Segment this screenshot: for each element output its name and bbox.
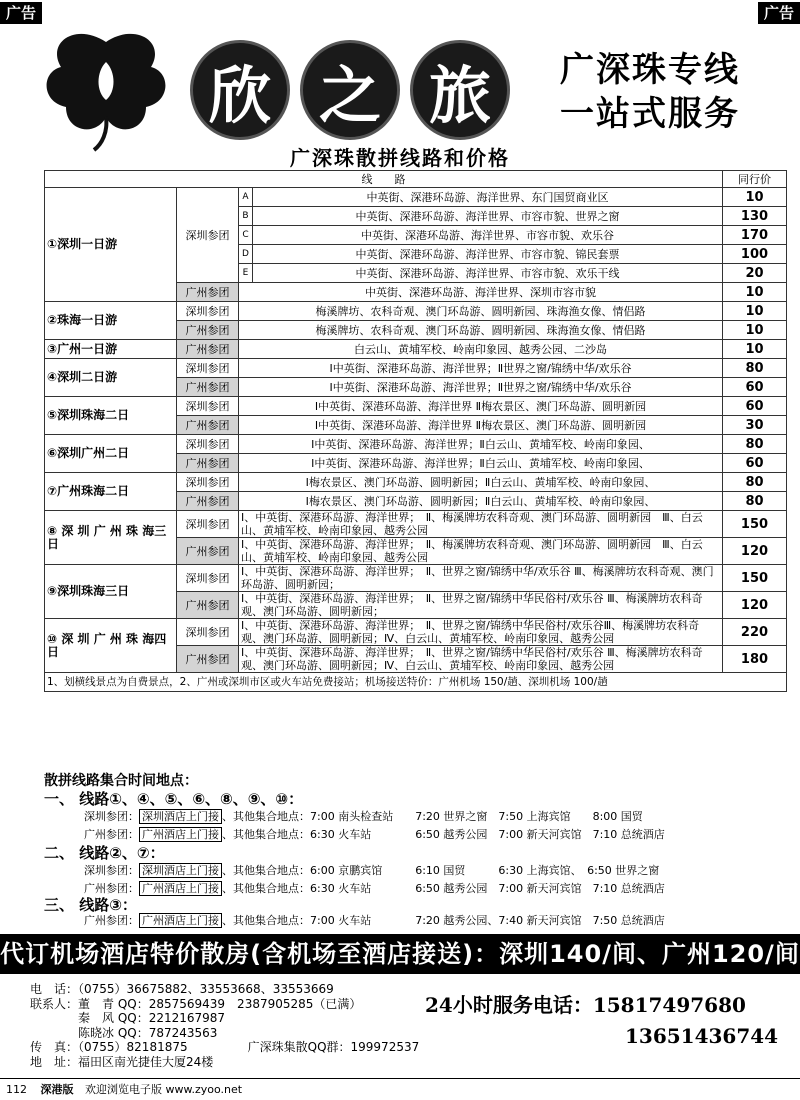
price-cell: 60 xyxy=(723,378,787,397)
group-label: 广州参团 xyxy=(177,378,239,397)
table-header xyxy=(45,171,787,188)
page-footer xyxy=(0,1078,800,1100)
hotline-number-1: 15817497680 xyxy=(592,993,746,1017)
schedule-row xyxy=(84,880,665,898)
route-name: ⑤深圳珠海二日 xyxy=(45,397,177,435)
route-cell: Ⅰ中英街、深港环岛游、海洋世界；Ⅱ世界之窗/锦绣中华/欢乐谷 xyxy=(239,359,723,378)
route-cell: Ⅰ、中英街、深港环岛游、海洋世界； Ⅱ、世界之窗/锦绣中华民俗村/欢乐谷 Ⅲ、梅溪牌坊农科奇观、澳门环岛游、圆明新园； xyxy=(239,592,723,619)
sub-label: D xyxy=(239,245,253,264)
group-label: 深圳参团 xyxy=(177,435,239,454)
group-label: 广州参团 xyxy=(177,340,239,359)
price-cell: 60 xyxy=(723,397,787,416)
pickup-box: 广州酒店上门接 xyxy=(139,913,222,928)
pickup-box: 深圳酒店上门接 xyxy=(139,863,222,878)
table-row xyxy=(45,511,787,538)
route-name: ⑥深圳广州二日 xyxy=(45,435,177,473)
flower-logo-icon xyxy=(36,22,176,152)
sub-label: E xyxy=(239,264,253,283)
price-cell: 80 xyxy=(723,359,787,378)
contact-fax-line xyxy=(30,1040,419,1055)
schedule-line-1: 一、 线路①、④、⑤、⑥、⑧、⑨、⑩： xyxy=(44,790,304,808)
header-route: 线 路 xyxy=(45,171,723,188)
group-label: 深圳参团 xyxy=(177,188,239,283)
price-cell: 100 xyxy=(723,245,787,264)
brand-logo xyxy=(190,40,510,140)
route-cell: 中英街、深港环岛游、海洋世界、市容市貌、欢乐干线 xyxy=(253,264,723,283)
price-cell: 10 xyxy=(723,321,787,340)
slogan-line-2: 一站式服务 xyxy=(560,94,740,134)
group-label: 广州参团 xyxy=(177,492,239,511)
price-cell: 80 xyxy=(723,435,787,454)
route-cell: Ⅰ、中英街、深港环岛游、海洋世界； Ⅱ、梅溪牌坊农科奇观、澳门环岛游、圆明新园 Ⅲ、白云山、黄埔军校、岭南印象园、越秀公园 xyxy=(239,511,723,538)
sub-label: C xyxy=(239,226,253,245)
contact-address: 地 址：福田区南光捷佳大厦24楼 xyxy=(30,1054,214,1069)
table-footnote-row xyxy=(45,673,787,692)
table-row xyxy=(45,340,787,359)
schedule xyxy=(44,790,794,930)
route-name: ⑦广州珠海二日 xyxy=(45,473,177,511)
group-label: 深圳参团： xyxy=(84,864,139,877)
meeting-points: 、其他集合地点：6:30 火车站 6:50 越秀公园 7:00 新天河宾馆 7:10 总统酒店 xyxy=(222,882,665,895)
route-cell: Ⅰ中英街、深港环岛游、海洋世界 Ⅱ梅农景区、澳门环岛游、圆明新园 xyxy=(239,416,723,435)
price-cell: 120 xyxy=(723,592,787,619)
hotline xyxy=(425,990,778,1052)
price-cell: 170 xyxy=(723,226,787,245)
promo-banner: 代订机场酒店特价散房(含机场至酒店接送)：深圳140/间、广州120/间 xyxy=(0,934,800,974)
price-cell: 10 xyxy=(723,302,787,321)
route-name: ①深圳一日游 xyxy=(45,188,177,302)
group-label: 广州参团 xyxy=(177,454,239,473)
group-label: 广州参团： xyxy=(84,828,139,841)
route-cell: Ⅰ、中英街、深港环岛游、海洋世界； Ⅱ、世界之窗/锦绣中华民俗村/欢乐谷Ⅲ、梅溪牌坊农科奇观、澳门环岛游、圆明新园；Ⅳ、白云山、黄埔军校、岭南印象园、越秀公园 xyxy=(239,619,723,646)
schedule-row xyxy=(84,862,659,880)
group-label: 广州参团 xyxy=(177,538,239,565)
group-label: 深圳参团 xyxy=(177,619,239,646)
table-footnote: 1、划横线景点为自费景点，2、广州或深圳市区或火车站免费接站；机场接送特价：广州机场 150/趟、深圳机场 100/趟 xyxy=(45,673,787,692)
price-cell: 80 xyxy=(723,473,787,492)
route-cell: Ⅰ、中英街、深港环岛游、海洋世界； Ⅱ、梅溪牌坊农科奇观、澳门环岛游、圆明新园 Ⅲ、白云山、黄埔军校、岭南印象园、越秀公园 xyxy=(239,538,723,565)
slogan xyxy=(560,48,740,136)
route-cell: Ⅰ梅农景区、澳门环岛游、圆明新园；Ⅱ白云山、黄埔军校、岭南印象园、 xyxy=(239,473,723,492)
route-name: ④深圳二日游 xyxy=(45,359,177,397)
group-label: 深圳参团 xyxy=(177,302,239,321)
meeting-points: 、其他集合地点：7:00 南头检查站 7:20 世界之窗 7:50 上海宾馆 8:00 国贸 xyxy=(222,810,643,823)
price-cell: 10 xyxy=(723,283,787,302)
contact-phone: 电 话：（0755）36675882、33553668、33553669 xyxy=(30,982,334,996)
route-cell: 梅溪牌坊、农科奇观、澳门环岛游、圆明新园、珠海渔女像、情侣路 xyxy=(239,321,723,340)
schedule-row xyxy=(84,808,643,826)
contact-fax: 传 真：（0755）82181875 xyxy=(30,1040,188,1054)
schedule-line-2: 二、 线路②、⑦： xyxy=(44,844,165,862)
group-label: 深圳参团 xyxy=(177,473,239,492)
website-text: 欢迎浏览电子版 www.zyoo.net xyxy=(85,1083,243,1096)
contact-person: 秦 风 QQ：2212167987 xyxy=(30,1011,226,1025)
contact-person: 联系人：董 青 QQ：2857569439 2387905285（已满） xyxy=(30,996,362,1011)
group-label: 广州参团 xyxy=(177,416,239,435)
brand-char-1: 欣 xyxy=(190,40,290,140)
price-cell: 60 xyxy=(723,454,787,473)
table-row xyxy=(45,397,787,416)
header-price: 同行价 xyxy=(723,171,787,188)
pickup-box: 深圳酒店上门接 xyxy=(139,809,222,824)
contact-info xyxy=(30,982,419,1069)
meeting-points: 、其他集合地点：6:00 京鹏宾馆 6:10 国贸 6:30 上海宾馆、 6:50 世界之窗 xyxy=(222,864,660,877)
meeting-points: 、其他集合地点：7:00 火车站 7:20 越秀公园、7:40 新天河宾馆 7:50 总统酒店 xyxy=(222,914,665,927)
ad-label-left: 广告 xyxy=(0,2,42,24)
pickup-box: 广州酒店上门接 xyxy=(139,881,222,896)
edition-label: 深港版 xyxy=(40,1083,74,1096)
price-cell: 20 xyxy=(723,264,787,283)
page-title: 广深珠散拼线路和价格 xyxy=(290,146,510,170)
pickup-box: 广州酒店上门接 xyxy=(139,827,222,842)
group-label: 深圳参团： xyxy=(84,810,139,823)
table-row xyxy=(45,619,787,646)
hotline-number-2: 13651436744 xyxy=(625,1024,779,1048)
route-cell: 中英街、深港环岛游、海洋世界、深圳市容市貌 xyxy=(239,283,723,302)
price-cell: 130 xyxy=(723,207,787,226)
contact-person: 陈晓冰 QQ：787243563 xyxy=(30,1025,218,1040)
price-cell: 150 xyxy=(723,565,787,592)
group-label: 深圳参团 xyxy=(177,359,239,378)
group-label: 广州参团： xyxy=(84,882,139,895)
brand-char-2: 之 xyxy=(300,40,400,140)
route-name: ②珠海一日游 xyxy=(45,302,177,340)
table-row xyxy=(45,359,787,378)
route-cell: Ⅰ、中英街、深港环岛游、海洋世界； Ⅱ、世界之窗/锦绣中华/欢乐谷 Ⅲ、梅溪牌坊农科奇观、澳门环岛游、圆明新园； xyxy=(239,565,723,592)
sub-label: B xyxy=(239,207,253,226)
route-cell: Ⅰ梅农景区、澳门环岛游、圆明新园；Ⅱ白云山、黄埔军校、岭南印象园、 xyxy=(239,492,723,511)
route-cell: Ⅰ中英街、深港环岛游、海洋世界；Ⅱ白云山、黄埔军校、岭南印象园、 xyxy=(239,454,723,473)
price-cell: 180 xyxy=(723,646,787,673)
price-cell: 10 xyxy=(723,340,787,359)
table-row xyxy=(45,435,787,454)
route-cell: Ⅰ中英街、深港环岛游、海洋世界；Ⅱ世界之窗/锦绣中华/欢乐谷 xyxy=(239,378,723,397)
contact-qq-group: 广深珠集散QQ群：199972537 xyxy=(247,1040,420,1054)
route-cell: 中英街、深港环岛游、海洋世界、市容市貌、世界之窗 xyxy=(253,207,723,226)
group-label: 深圳参团 xyxy=(177,565,239,592)
schedule-title: 散拼线路集合时间地点： xyxy=(44,773,198,789)
price-cell: 220 xyxy=(723,619,787,646)
route-cell: Ⅰ中英街、深港环岛游、海洋世界；Ⅱ白云山、黄埔军校、岭南印象园、 xyxy=(239,435,723,454)
route-cell: 中英街、深港环岛游、海洋世界、市容市貌、锦民套票 xyxy=(253,245,723,264)
price-cell: 30 xyxy=(723,416,787,435)
group-label: 广州参团 xyxy=(177,283,239,302)
group-label: 广州参团 xyxy=(177,592,239,619)
schedule-row xyxy=(84,826,665,844)
group-label: 广州参团： xyxy=(84,914,139,927)
route-cell: Ⅰ、中英街、深港环岛游、海洋世界； Ⅱ、世界之窗/锦绣中华民俗村/欢乐谷 Ⅲ、梅溪牌坊农科奇观、澳门环岛游、圆明新园；Ⅳ、白云山、黄埔军校、岭南印象园、越秀公园 xyxy=(239,646,723,673)
price-cell: 10 xyxy=(723,188,787,207)
table-row xyxy=(45,188,787,207)
route-price-table xyxy=(44,170,787,692)
group-label: 广州参团 xyxy=(177,321,239,340)
price-cell: 150 xyxy=(723,511,787,538)
schedule-row xyxy=(84,912,665,930)
ad-label-right: 广告 xyxy=(758,2,800,24)
slogan-line-1: 广深珠专线 xyxy=(560,50,740,90)
route-name: ③广州一日游 xyxy=(45,340,177,359)
table-row xyxy=(45,473,787,492)
route-name: ⑧ 深 圳 广 州 珠 海三日 xyxy=(45,511,177,565)
route-cell: 中英街、深港环岛游、海洋世界、东门国贸商业区 xyxy=(253,188,723,207)
table-row xyxy=(45,565,787,592)
route-cell: Ⅰ中英街、深港环岛游、海洋世界 Ⅱ梅农景区、澳门环岛游、圆明新园 xyxy=(239,397,723,416)
hotline-label: 24小时服务电话： xyxy=(425,993,593,1017)
table-row xyxy=(45,302,787,321)
meeting-points: 、其他集合地点：6:30 火车站 6:50 越秀公园 7:00 新天河宾馆 7:10 总统酒店 xyxy=(222,828,665,841)
route-name: ⑨深圳珠海三日 xyxy=(45,565,177,619)
group-label: 深圳参团 xyxy=(177,511,239,538)
group-label: 广州参团 xyxy=(177,646,239,673)
schedule-line-3: 三、 线路③： xyxy=(44,896,137,914)
route-name: ⑩ 深 圳 广 州 珠 海四日 xyxy=(45,619,177,673)
group-label: 深圳参团 xyxy=(177,397,239,416)
page-number: 112 xyxy=(6,1083,27,1096)
price-cell: 80 xyxy=(723,492,787,511)
route-cell: 白云山、黄埔军校、岭南印象园、越秀公园、二沙岛 xyxy=(239,340,723,359)
brand-char-3: 旅 xyxy=(410,40,510,140)
route-cell: 梅溪牌坊、农科奇观、澳门环岛游、圆明新园、珠海渔女像、情侣路 xyxy=(239,302,723,321)
price-cell: 120 xyxy=(723,538,787,565)
sub-label: A xyxy=(239,188,253,207)
route-cell: 中英街、深港环岛游、海洋世界、市容市貌、欢乐谷 xyxy=(253,226,723,245)
